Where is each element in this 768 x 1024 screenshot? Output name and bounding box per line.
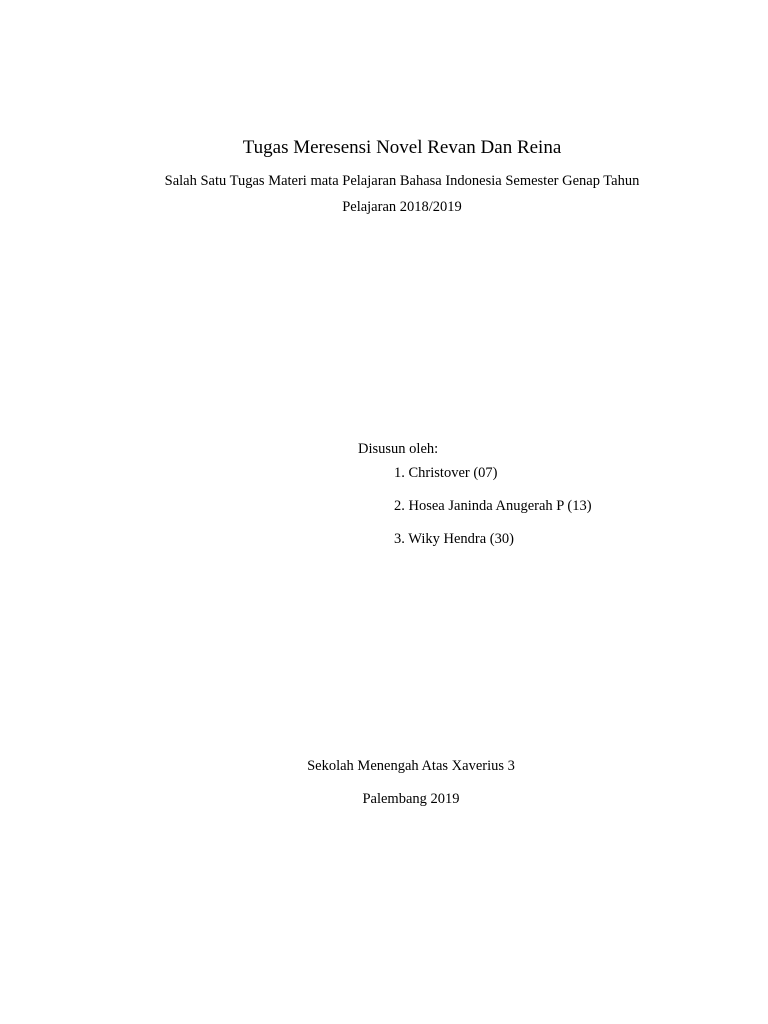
author-item: 3. Wiky Hendra (30) bbox=[394, 531, 514, 547]
author-item: 1. Christover (07) bbox=[394, 465, 498, 481]
subtitle-line-1: Salah Satu Tugas Materi mata Pelajaran Bahasa Indonesia Semester Genap Tahun bbox=[164, 173, 640, 189]
author-item: 2. Hosea Janinda Anugerah P (13) bbox=[394, 498, 592, 514]
document-subtitle bbox=[0, 168, 768, 220]
place-and-year: Palembang 2019 bbox=[362, 791, 460, 807]
document-title: Tugas Meresensi Novel Revan Dan Reina bbox=[242, 137, 562, 158]
school-name: Sekolah Menengah Atas Xaverius 3 bbox=[307, 758, 515, 774]
author-list bbox=[394, 464, 592, 563]
authors-heading: Disusun oleh: bbox=[358, 441, 439, 457]
subtitle-line-2: Pelajaran 2018/2019 bbox=[342, 199, 462, 215]
